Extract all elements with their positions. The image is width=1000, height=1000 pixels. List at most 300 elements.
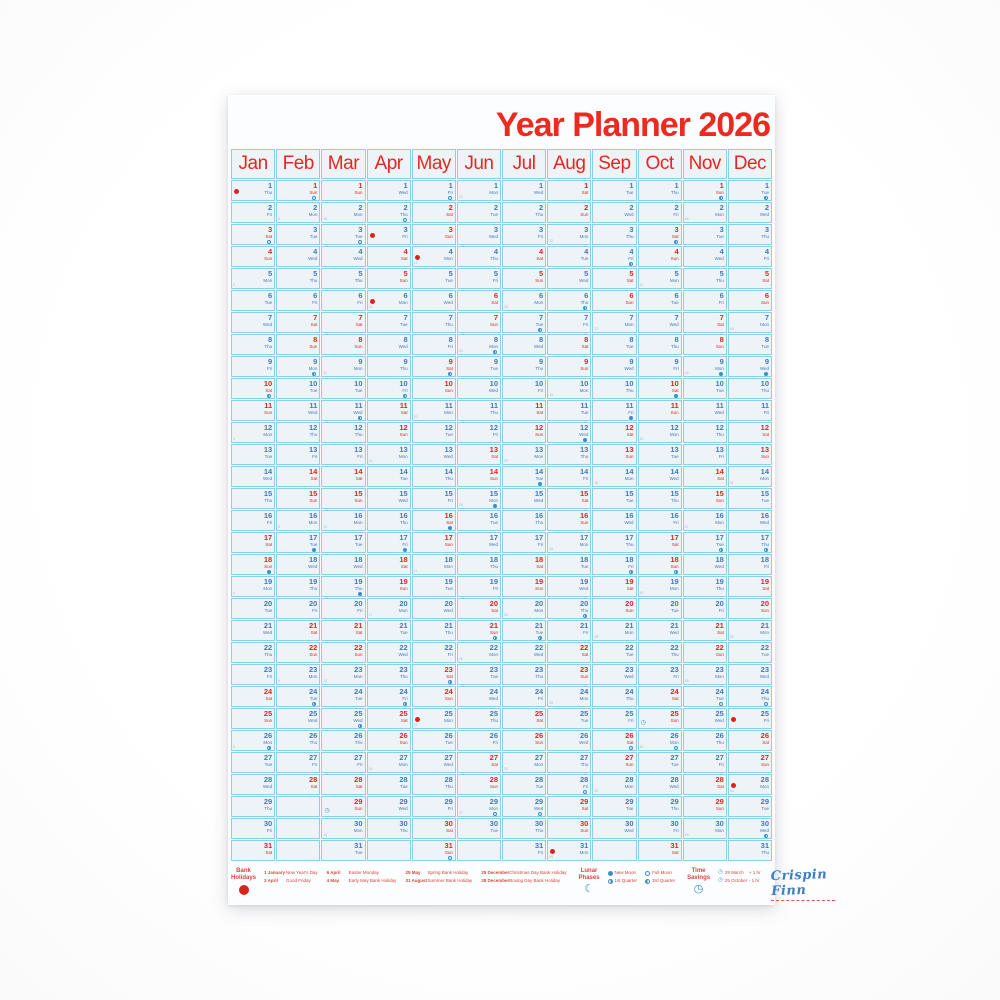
- day-cell: [367, 796, 411, 817]
- day-number: 25: [399, 709, 408, 718]
- weekday-label: Fri: [266, 212, 273, 217]
- weekday-label: Mon: [534, 454, 544, 459]
- day-number: 31: [534, 841, 544, 850]
- day-number: 11: [715, 401, 724, 410]
- day-cell: [592, 268, 636, 289]
- day-number: 4: [358, 247, 363, 256]
- day-number: 22: [534, 643, 544, 652]
- day-cell: [367, 576, 411, 597]
- day-number: 30: [354, 819, 363, 828]
- weekday-label: Mon: [444, 256, 453, 261]
- weekday-label: Fri: [492, 432, 498, 437]
- weekday-label: Wed: [533, 806, 544, 811]
- day-cell: [231, 268, 275, 289]
- weekday-label: Fri: [357, 300, 363, 305]
- day-cell: [412, 708, 456, 729]
- day-cell: [592, 752, 636, 773]
- weekday-label: Thu: [354, 432, 363, 437]
- weekday-label: Tue: [625, 498, 634, 503]
- day-cell: [321, 796, 365, 817]
- day-number: 22: [579, 643, 589, 652]
- weekday-label: Thu: [761, 542, 769, 547]
- calendar-grid: [231, 149, 772, 861]
- weekday-label: Sun: [580, 366, 589, 371]
- month-header-may: May: [412, 149, 456, 179]
- weekday-label: Mon: [489, 190, 498, 195]
- day-cell: [547, 312, 591, 333]
- day-number: 26: [354, 731, 363, 740]
- day-number: 27: [444, 753, 453, 762]
- weekday-label: Wed: [533, 652, 544, 657]
- day-number: 15: [308, 489, 318, 498]
- day-cell: [592, 554, 636, 575]
- weekday-label: Tue: [535, 322, 544, 327]
- weekday-label: Wed: [669, 322, 679, 327]
- weekday-label: Thu: [490, 564, 498, 569]
- day-number: 13: [579, 445, 589, 454]
- day-number: 21: [715, 621, 724, 630]
- day-number: 15: [670, 489, 679, 498]
- weekday-label: Sat: [265, 388, 273, 393]
- weekday-label: Sun: [715, 652, 724, 657]
- weekday-label: Wed: [398, 344, 408, 349]
- week-number: 21: [413, 568, 418, 573]
- weekday-label: Sun: [625, 454, 634, 459]
- weekday-label: Mon: [760, 476, 769, 481]
- weekday-label: Wed: [443, 608, 453, 613]
- bank-holiday-dot: [731, 783, 736, 788]
- weekday-label: Sat: [355, 476, 363, 481]
- day-number: 27: [760, 753, 769, 762]
- day-number: 28: [534, 775, 544, 784]
- day-cell: [683, 774, 727, 795]
- legend-bar: [231, 867, 827, 901]
- weekday-label: Thu: [670, 190, 679, 195]
- day-number: 9: [358, 357, 363, 366]
- day-number: 25: [444, 709, 453, 718]
- day-number: 27: [263, 753, 273, 762]
- day-number: 22: [715, 643, 724, 652]
- day-number: 14: [579, 467, 589, 476]
- day-cell: [638, 202, 682, 223]
- weekday-label: Sun: [264, 564, 273, 569]
- day-cell: [547, 818, 591, 839]
- weekday-label: Fri: [583, 476, 589, 481]
- day-number: 6: [358, 291, 363, 300]
- day-cell: [412, 444, 456, 465]
- weekday-label: Sun: [760, 608, 769, 613]
- weekday-label: Fri: [492, 278, 498, 283]
- day-cell: [457, 488, 501, 509]
- day-number: 2: [538, 203, 544, 212]
- day-number: 2: [584, 203, 589, 212]
- weekday-label: Mon: [398, 454, 408, 459]
- weekday-label: Wed: [398, 652, 408, 657]
- day-number: 19: [308, 577, 318, 586]
- day-number: 7: [629, 313, 634, 322]
- weekday-label: Fri: [673, 212, 679, 217]
- day-number: 5: [313, 269, 318, 278]
- day-number: 28: [489, 775, 498, 784]
- weekday-label: Sat: [491, 300, 498, 305]
- day-cell: [321, 708, 365, 729]
- day-number: 8: [719, 335, 724, 344]
- day-cell: [592, 378, 636, 399]
- day-number: 30: [444, 819, 453, 828]
- day-cell: [367, 532, 411, 553]
- weekday-label: Sat: [626, 278, 634, 283]
- day-number: 2: [674, 203, 679, 212]
- weekday-label: Sat: [265, 696, 273, 701]
- week-number: 51: [729, 480, 734, 485]
- day-number: 28: [444, 775, 453, 784]
- week-number: 16: [368, 458, 373, 463]
- day-number: 1: [403, 181, 408, 190]
- day-cell: [547, 576, 591, 597]
- day-cell: [638, 554, 682, 575]
- day-number: 5: [267, 269, 273, 278]
- weekday-label: Sat: [446, 366, 453, 371]
- day-number: 5: [764, 269, 769, 278]
- day-number: 30: [715, 819, 724, 828]
- day-cell: [638, 664, 682, 685]
- day-number: 23: [354, 665, 363, 674]
- weekday-label: Wed: [533, 498, 544, 503]
- day-number: 21: [444, 621, 453, 630]
- day-number: 23: [308, 665, 318, 674]
- day-cell: [683, 598, 727, 619]
- moon-phase-icon: [493, 812, 497, 816]
- day-cell: [683, 488, 727, 509]
- day-number: 4: [267, 247, 273, 256]
- empty-cell: [592, 840, 636, 861]
- weekday-label: Tue: [490, 212, 498, 217]
- bank-holiday-date: 3 April: [264, 877, 278, 883]
- weekday-label: Thu: [490, 718, 498, 723]
- day-number: 14: [625, 467, 634, 476]
- lunar-phases-title: Lunar Phases: [578, 868, 600, 881]
- weekday-label: Fri: [447, 190, 453, 195]
- weekday-label: Wed: [398, 190, 408, 195]
- weekday-label: Wed: [443, 762, 453, 767]
- day-number: 21: [308, 621, 318, 630]
- day-number: 1: [313, 181, 318, 190]
- weekday-label: Sat: [626, 586, 634, 591]
- day-number: 11: [580, 401, 589, 410]
- day-cell: [502, 708, 546, 729]
- weekday-label: Wed: [714, 256, 724, 261]
- bank-holidays-list: [264, 870, 567, 883]
- day-number: 22: [354, 643, 363, 652]
- day-cell: [231, 532, 275, 553]
- weekday-label: Fri: [447, 652, 453, 657]
- day-cell: [683, 268, 727, 289]
- weekday-label: Mon: [353, 828, 363, 833]
- day-cell: [638, 466, 682, 487]
- day-cell: [412, 334, 456, 355]
- day-cell: [457, 598, 501, 619]
- day-cell: [683, 334, 727, 355]
- week-number: 53: [729, 788, 734, 793]
- weekday-label: Sun: [580, 520, 589, 525]
- day-cell: [638, 752, 682, 773]
- day-cell: [321, 334, 365, 355]
- day-number: 20: [354, 599, 363, 608]
- week-number: 47: [684, 524, 689, 529]
- month-header-dec: Dec: [728, 149, 772, 179]
- day-number: 24: [670, 687, 679, 696]
- day-cell: [728, 356, 772, 377]
- weekday-label: Wed: [488, 696, 498, 701]
- week-number: 37: [594, 326, 599, 331]
- day-number: 30: [489, 819, 498, 828]
- day-number: 8: [629, 335, 634, 344]
- day-cell: [728, 532, 772, 553]
- day-number: 4: [629, 247, 634, 256]
- day-cell: [638, 532, 682, 553]
- weekday-label: Sat: [581, 190, 589, 195]
- day-cell: [231, 840, 275, 861]
- week-number: 22: [413, 722, 418, 727]
- weekday-label: Sat: [671, 388, 679, 393]
- weekday-label: Sat: [446, 828, 453, 833]
- day-number: 16: [625, 511, 634, 520]
- day-number: 17: [715, 533, 724, 542]
- day-number: 22: [444, 643, 453, 652]
- new-moon-icon: [608, 871, 613, 876]
- day-cell: [683, 422, 727, 443]
- day-number: 5: [538, 269, 544, 278]
- moon-phase-icon: [583, 306, 587, 310]
- weekday-label: Sun: [535, 740, 544, 745]
- day-number: 15: [534, 489, 544, 498]
- day-number: 26: [625, 731, 634, 740]
- week-number: 23: [458, 194, 463, 199]
- day-number: 26: [444, 731, 453, 740]
- day-number: 30: [670, 819, 679, 828]
- lunar-legend-item: [645, 870, 675, 876]
- weekday-label: Sat: [355, 322, 363, 327]
- weekday-label: Tue: [264, 454, 273, 459]
- weekday-label: Fri: [312, 300, 318, 305]
- weekday-label: Tue: [535, 784, 544, 789]
- week-number: 10: [323, 216, 328, 221]
- day-number: 10: [308, 379, 318, 388]
- day-cell: [367, 202, 411, 223]
- moon-phase-icon: [538, 812, 542, 816]
- day-cell: [457, 796, 501, 817]
- day-number: 20: [489, 599, 498, 608]
- weekday-label: Sun: [715, 344, 724, 349]
- day-number: 1: [493, 181, 498, 190]
- moon-phase-icon: [493, 636, 497, 640]
- day-number: 21: [399, 621, 408, 630]
- day-cell: [412, 356, 456, 377]
- day-cell: [592, 796, 636, 817]
- day-number: 11: [490, 401, 498, 410]
- q1-moon-icon: [608, 879, 613, 884]
- day-cell: [231, 312, 275, 333]
- weekday-label: Wed: [488, 234, 498, 239]
- weekday-label: Wed: [759, 520, 769, 525]
- day-number: 7: [538, 313, 544, 322]
- day-number: 7: [764, 313, 769, 322]
- weekday-label: Sat: [717, 784, 724, 789]
- day-cell: [412, 466, 456, 487]
- day-number: 12: [579, 423, 589, 432]
- weekday-label: Fri: [763, 718, 769, 723]
- weekday-label: Mon: [444, 718, 453, 723]
- day-cell: [367, 774, 411, 795]
- day-number: 3: [674, 225, 679, 234]
- day-number: 18: [670, 555, 679, 564]
- day-number: 17: [625, 533, 634, 542]
- weekday-label: Thu: [535, 366, 544, 371]
- weekday-label: Fri: [492, 586, 498, 591]
- day-cell: [412, 598, 456, 619]
- week-number: 3: [233, 436, 235, 441]
- weekday-label: Fri: [718, 608, 724, 613]
- week-number: 4: [233, 590, 235, 595]
- day-number: 6: [584, 291, 589, 300]
- day-number: 17: [444, 533, 453, 542]
- day-number: 6: [493, 291, 498, 300]
- day-cell: [502, 466, 546, 487]
- month-header-feb: Feb: [276, 149, 320, 179]
- moon-phase-icon: [312, 372, 316, 376]
- day-cell: [276, 620, 320, 641]
- day-number: 7: [584, 313, 589, 322]
- day-number: 26: [263, 731, 273, 740]
- day-cell: [638, 488, 682, 509]
- weekday-label: Wed: [714, 564, 724, 569]
- weekday-label: Wed: [488, 388, 498, 393]
- day-number: 24: [399, 687, 408, 696]
- day-cell: [683, 400, 727, 421]
- day-number: 25: [760, 709, 769, 718]
- week-number: 52: [729, 634, 734, 639]
- day-number: 8: [538, 335, 544, 344]
- day-cell: [457, 180, 501, 201]
- day-cell: [592, 290, 636, 311]
- day-number: 9: [493, 357, 498, 366]
- weekday-label: Tue: [716, 234, 724, 239]
- day-number: 26: [534, 731, 544, 740]
- day-number: 26: [308, 731, 318, 740]
- week-number: 12: [323, 524, 328, 529]
- bank-holiday-dot: [234, 189, 239, 194]
- day-number: 19: [534, 577, 544, 586]
- day-cell: [321, 422, 365, 443]
- bank-holiday-dot: [550, 849, 555, 854]
- day-cell: [547, 730, 591, 751]
- day-number: 22: [308, 643, 318, 652]
- weekday-label: Tue: [264, 762, 273, 767]
- day-cell: [592, 400, 636, 421]
- weekday-label: Sun: [489, 476, 498, 481]
- weekday-label: Tue: [580, 256, 589, 261]
- weekday-label: Mon: [534, 300, 544, 305]
- day-cell: [547, 268, 591, 289]
- day-number: 15: [399, 489, 408, 498]
- day-cell: [547, 246, 591, 267]
- day-number: 12: [760, 423, 769, 432]
- day-cell: [683, 620, 727, 641]
- day-number: 14: [308, 467, 318, 476]
- weekday-label: Wed: [353, 718, 363, 723]
- day-cell: [502, 224, 546, 245]
- day-cell: [502, 752, 546, 773]
- day-cell: [321, 818, 365, 839]
- weekday-label: Sun: [625, 762, 634, 767]
- week-number: 27: [458, 810, 463, 815]
- day-cell: [728, 268, 772, 289]
- weekday-label: Thu: [580, 300, 589, 305]
- day-number: 9: [764, 357, 769, 366]
- weekday-label: Tue: [445, 586, 453, 591]
- moon-phase-icon: [358, 592, 362, 596]
- day-cell: [547, 554, 591, 575]
- day-number: 19: [715, 577, 724, 586]
- day-cell: [231, 664, 275, 685]
- day-number: 14: [444, 467, 453, 476]
- day-number: 7: [719, 313, 724, 322]
- day-cell: [412, 290, 456, 311]
- day-number: 20: [715, 599, 724, 608]
- day-cell: [231, 554, 275, 575]
- day-number: 4: [493, 247, 498, 256]
- clock-icon: [694, 884, 704, 895]
- day-number: 16: [715, 511, 724, 520]
- weekday-label: Tue: [309, 542, 318, 547]
- day-cell: [321, 268, 365, 289]
- day-cell: [367, 290, 411, 311]
- weekday-label: Wed: [398, 498, 408, 503]
- day-cell: [457, 532, 501, 553]
- time-savings-change: + 1 hr: [748, 870, 761, 875]
- weekday-label: Sun: [580, 828, 589, 833]
- weekday-label: Thu: [354, 740, 363, 745]
- day-number: 29: [625, 797, 634, 806]
- weekday-label: Wed: [579, 278, 589, 283]
- day-cell: [547, 466, 591, 487]
- day-number: 17: [399, 533, 408, 542]
- weekday-label: Sun: [309, 498, 318, 503]
- day-cell: [231, 180, 275, 201]
- day-cell: [592, 598, 636, 619]
- day-cell: [231, 620, 275, 641]
- day-cell: [321, 840, 365, 861]
- weekday-label: Mon: [353, 366, 363, 371]
- day-number: 2: [267, 203, 273, 212]
- day-cell: [276, 466, 320, 487]
- day-cell: [683, 642, 727, 663]
- weekday-label: Fri: [763, 256, 769, 261]
- moon-phase-icon: [448, 526, 452, 530]
- weekday-label: Sat: [491, 762, 498, 767]
- weekday-label: Mon: [444, 410, 453, 415]
- day-number: 9: [629, 357, 634, 366]
- weekday-label: Sat: [671, 850, 679, 855]
- weekday-label: Mon: [715, 212, 724, 217]
- day-number: 27: [715, 753, 724, 762]
- day-cell: [502, 840, 546, 861]
- weekday-label: Mon: [398, 608, 408, 613]
- weekday-label: Thu: [490, 256, 498, 261]
- weekday-label: Sun: [580, 674, 589, 679]
- day-cell: [502, 532, 546, 553]
- day-cell: [321, 664, 365, 685]
